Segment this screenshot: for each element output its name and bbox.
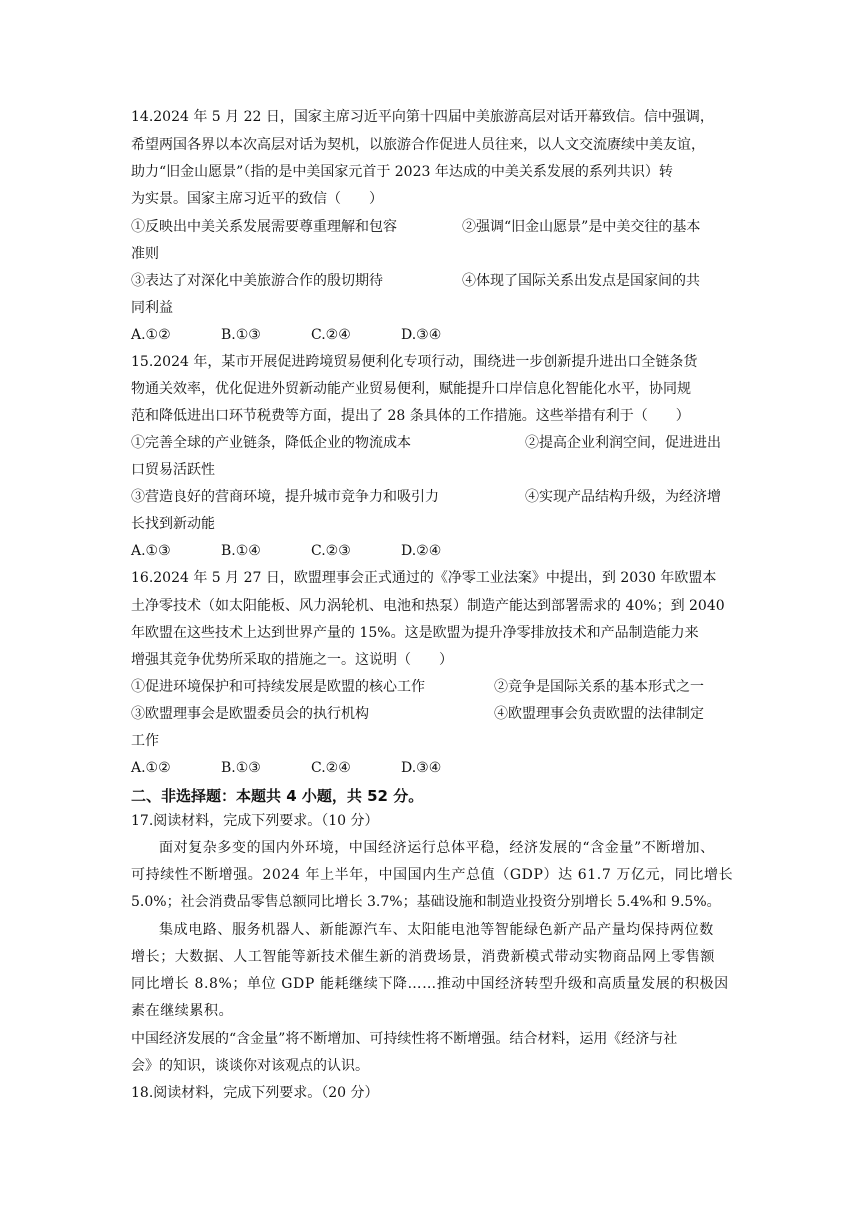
- q16-option-4-cont: 工作: [131, 733, 159, 749]
- q15-choice-c: C.②③: [311, 543, 351, 559]
- q17-material-p2-line-2: 增长；大数据、人工智能等新技术催生新的消费场景，消费新模式带动实物商品网上零售额: [131, 949, 715, 965]
- q14-choice-a: A.①②: [131, 327, 171, 343]
- q16-choice-a: A.①②: [131, 760, 171, 776]
- q15-option-1: ①完善全球的产业链条，降低企业的物流成本: [131, 435, 411, 451]
- q16-option-3: ③欧盟理事会是欧盟委员会的执行机构: [131, 706, 369, 722]
- q15-choice-b: B.①④: [221, 543, 261, 559]
- q15-choice-d: D.②④: [401, 543, 442, 559]
- q17-task-line-2: 会》的知识，谈谈你对该观点的认识。: [131, 1058, 369, 1074]
- q16-choice-d: D.③④: [401, 760, 442, 776]
- q15-option-4: ④实现产品结构升级，为经济增: [525, 489, 721, 505]
- q16-option-1: ①促进环境保护和可持续发展是欧盟的核心工作: [131, 679, 425, 695]
- q16-stem-line-3: 年欧盟在这些技术上达到世界产量的 15%。这是欧盟为提升净零排放技术和产品制造能力来: [131, 625, 699, 641]
- q15-stem-line-1: 15.2024 年，某市开展促进跨境贸易便利化专项行动，围绕进一步创新提升进出口全链条货: [131, 354, 698, 370]
- q15-option-2-cont: 口贸易活跃性: [131, 462, 215, 478]
- q14-stem-line-2: 希望两国各界以本次高层对话为契机，以旅游合作促进人员往来，以人文交流赓续中美友谊，: [131, 137, 705, 153]
- q17-material-p2-line-3: 同比增长 8.8%；单位 GDP 能耗继续下降……推动中国经济转型升级和高质量发展的积极因: [131, 976, 729, 992]
- q14-choice-b: B.①③: [221, 327, 261, 343]
- q17-material-p1-line-1: 面对复杂多变的国内外环境，中国经济运行总体平稳，经济发展的“含金量”不断增加、: [159, 840, 715, 856]
- q16-choices: [131, 758, 491, 778]
- q14-option-3: ③表达了对深化中美旅游合作的殷切期待: [131, 273, 383, 289]
- q15-option-3: ③营造良好的营商环境，提升城市竞争力和吸引力: [131, 489, 439, 505]
- q16-option-4: ④欧盟理事会负责欧盟的法律制定: [494, 706, 704, 722]
- q15-stem-line-2: 物通关效率，优化促进外贸新动能产业贸易便利，赋能提升口岸信息化智能化水平，协同规: [131, 381, 691, 397]
- q17-task-line-1: 中国经济发展的“含金量”将不断增加、可持续性将不断增强。结合材料，运用《经济与社: [131, 1031, 678, 1047]
- q17-material-p1-line-2: 可持续性不断增强。2024 年上半年，中国国内生产总值（GDP）达 61.7 万亿元，同比增长: [131, 867, 734, 883]
- section-heading: 二、非选择题：本题共 4 小题，共 52 分。: [131, 787, 424, 805]
- q16-choice-c: C.②④: [311, 760, 351, 776]
- q14-choice-c: C.②④: [311, 327, 351, 343]
- q15-stem-line-3: 范和降低进出口环节税费等方面，提出了 28 条具体的工作措施。这些举措有利于（ ）: [131, 408, 690, 424]
- q14-option-2: ②强调“旧金山愿景”是中美交往的基本: [462, 219, 701, 235]
- q15-option-2: ②提高企业利润空间，促进进出: [525, 435, 721, 451]
- q14-option-2-cont: 准则: [131, 246, 159, 262]
- q18-heading: 18.阅读材料，完成下列要求。（20 分）: [131, 1085, 379, 1101]
- q16-stem-line-2: 土净零技术（如太阳能板、风力涡轮机、电池和热泵）制造产能达到部署需求的 40%；到 2040: [131, 598, 725, 614]
- q14-stem-line-3: 助力“旧金山愿景”（指的是中美国家元首于 2023 年达成的中美关系发展的系列共识）转: [131, 164, 673, 180]
- q15-choices: [131, 541, 491, 561]
- q14-option-4: ④体现了国际关系出发点是国家间的共: [462, 273, 700, 289]
- q17-material-p2-line-4: 素在继续累积。: [131, 1003, 234, 1019]
- q16-option-2: ②竞争是国际关系的基本形式之一: [494, 679, 704, 695]
- q17-heading: 17.阅读材料，完成下列要求。（10 分）: [131, 813, 379, 829]
- q14-option-1: ①反映出中美关系发展需要尊重理解和包容: [131, 219, 397, 235]
- q14-stem-line-4: 为实景。国家主席习近平的致信（ ）: [131, 191, 383, 207]
- q14-option-4-cont: 同利益: [131, 300, 173, 316]
- q15-option-4-cont: 长找到新动能: [131, 516, 215, 532]
- q14-choices: [131, 325, 491, 345]
- q16-choice-b: B.①③: [221, 760, 261, 776]
- q15-choice-a: A.①③: [131, 543, 171, 559]
- q17-material-p2-line-1: 集成电路、服务机器人、新能源汽车、太阳能电池等智能绿色新产品产量均保持两位数: [159, 922, 714, 938]
- q16-stem-line-1: 16.2024 年 5 月 27 日，欧盟理事会正式通过的《净零工业法案》中提出，到 2030 年欧盟本: [131, 570, 717, 586]
- q17-material-p1-line-3: 5.0%；社会消费品零售总额同比增长 3.7%；基础设施和制造业投资分别增长 5.4%和 9.5%。: [131, 894, 721, 910]
- q14-stem-line-1: 14.2024 年 5 月 22 日，国家主席习近平向第十四届中美旅游高层对话开幕致信。信中强调，: [131, 109, 714, 125]
- q16-stem-line-4: 增强其竞争优势所采取的措施之一。这说明（ ）: [131, 652, 453, 668]
- q14-choice-d: D.③④: [401, 327, 442, 343]
